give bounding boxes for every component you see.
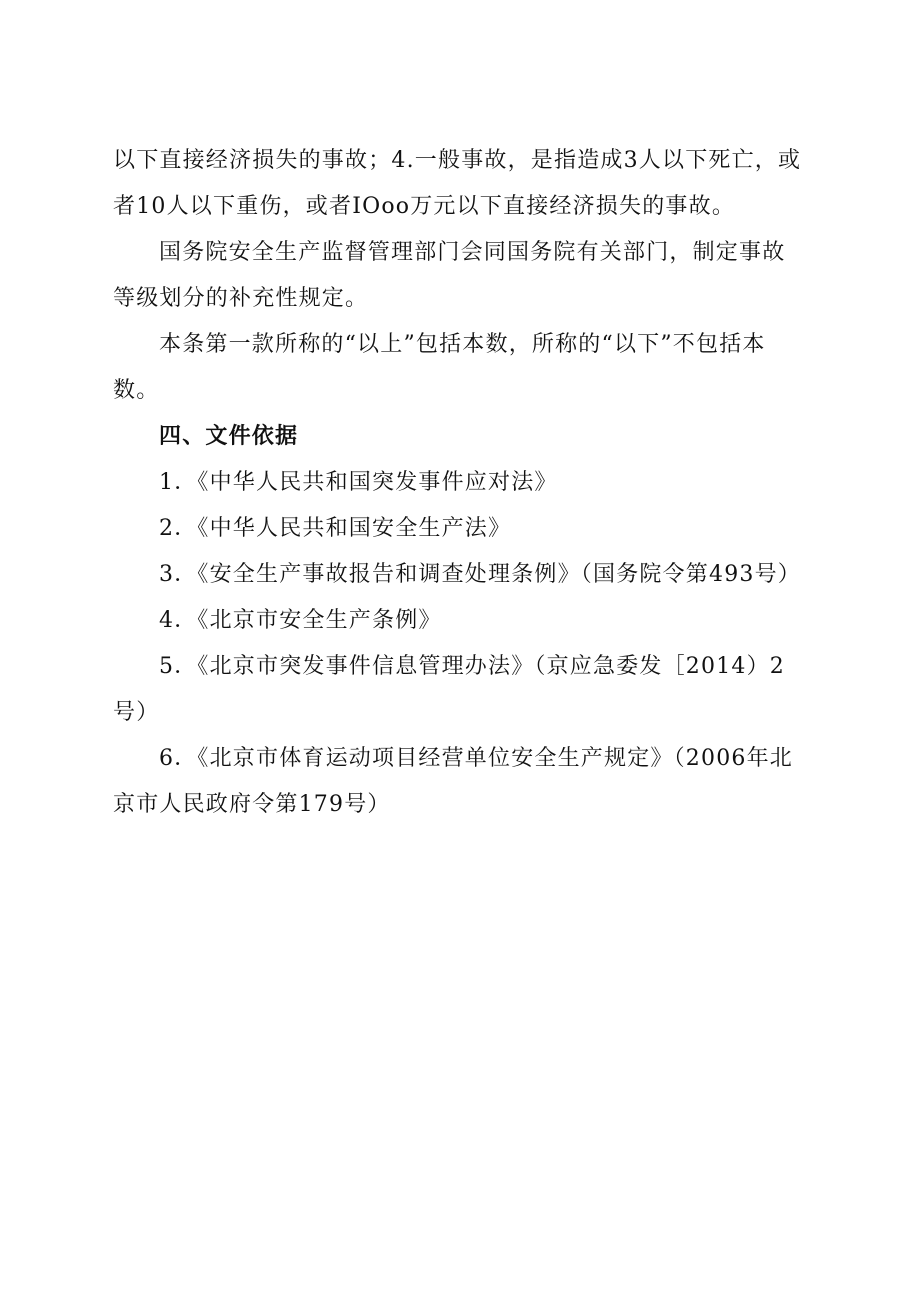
paragraph-supplementary-rules: 国务院安全生产监督管理部门会同国务院有关部门，制定事故等级划分的补充性规定。 xyxy=(113,240,786,311)
reference-item-1: 1．《中华人民共和国突发事件应对法》 xyxy=(159,470,558,495)
paragraph-accident-general: 以下直接经济损失的事故；4.一般事故，是指造成3人以下死亡，或者10人以下重伤，或者IOoo万元以下直接经济损失的事故。 xyxy=(113,148,802,219)
reference-item-4: 4．《北京市安全生产条例》 xyxy=(159,608,442,633)
document-body xyxy=(113,138,803,828)
reference-item-5: 5．《北京市突发事件信息管理办法》（京应急委发［2014）2号） xyxy=(113,654,785,725)
paragraph-definition-note: 本条第一款所称的“以上”包括本数，所称的“以下”不包括本数。 xyxy=(113,332,766,403)
section-heading-references: 四、文件依据 xyxy=(159,424,299,449)
reference-item-2: 2．《中华人民共和国安全生产法》 xyxy=(159,516,512,541)
reference-item-3: 3．《安全生产事故报告和调查处理条例》（国务院令第493号） xyxy=(159,562,801,587)
reference-item-6: 6．《北京市体育运动项目经营单位安全生产规定》（2006年北京市人民政府令第179号） xyxy=(113,746,793,817)
